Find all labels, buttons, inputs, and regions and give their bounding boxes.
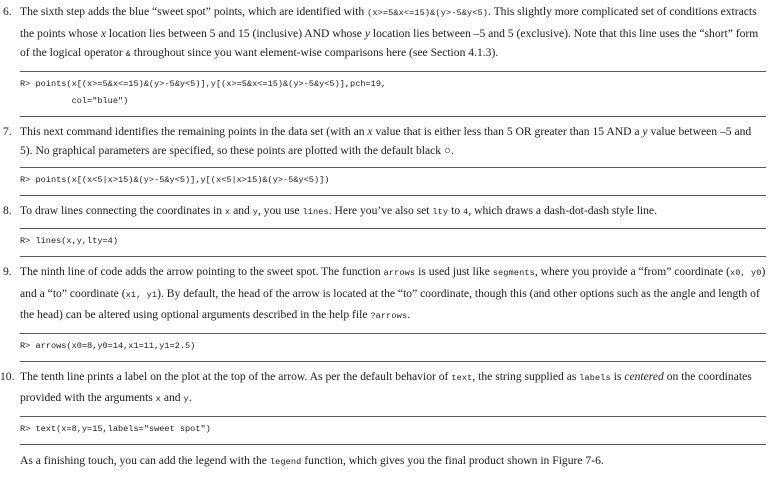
code-line: R> text(x=8,y=15,labels="sweet spot") <box>20 423 211 434</box>
step-10 <box>0 367 780 410</box>
step-7 <box>0 122 780 161</box>
code-block <box>20 416 766 445</box>
open-circle-symbol: ○ <box>443 144 451 157</box>
step-paragraph: To draw lines connecting the coordinates in x and y, you use lines. Here you’ve also set lty to 4, which draws a dash-dot-dash style line. <box>20 203 657 217</box>
code-line: R> points(x[(x>=5&x<=15)&(y>-5&y<5)],y[(x>=5&x<=15)&(y>-5&y<5)],pch=19, <box>20 78 387 89</box>
step-paragraph: The ninth line of code adds the arrow pointing to the sweet spot. The function arrows is used just like segments, where you provide a “from” coordinate (x0, y0) and a “to” coordinate (x1, y1). By default, the head of the arrow is located at the “to” coordinate, though this (and other options such as the angle and length of the head) can be altered using optional arguments described in the help file ?arrows. <box>20 265 766 321</box>
code-line: R> arrows(x0=8,y0=14,x1=11,y1=2.5) <box>20 340 196 351</box>
step-number: 7. <box>3 124 12 138</box>
code-block <box>20 71 766 117</box>
finishing-paragraph: As a finishing touch, you can add the legend with the legend function, which gives you the final product shown in Figure 7-6. <box>20 453 604 467</box>
step-paragraph: This next command identifies the remaining points in the data set (with an x value that is either less than 5 OR greater than 15 AND a y value between –5 and 5). No graphical parameters are specified, so these points are plotted with the default black ○. <box>20 124 752 157</box>
code-line: col="blue") <box>20 95 129 106</box>
step-paragraph: The tenth line prints a label on the plot at the top of the arrow. As per the default behavior of text, the string supplied as labels is centered on the coordinates provided with the arguments x and y. <box>20 369 752 404</box>
step-paragraph: The sixth step adds the blue “sweet spot” points, which are identified with (x>=5&x<=15)&(y>-5&y<5). This slightly more complicated set of conditions extracts the points whose x location lies between 5 and 15 (inclusive) AND whose y location lies between –5 and 5 (exclusive). Note that this line uses the “short” form of the logical operator & throughout since you want element-wise comparisons here (see Section 4.1.3). <box>20 5 759 59</box>
step-number: 6. <box>3 5 12 18</box>
code-line: R> lines(x,y,lty=4) <box>20 236 118 246</box>
code-block <box>20 333 766 362</box>
step-8 <box>0 201 780 223</box>
step-9 <box>0 262 780 327</box>
code-block <box>20 167 766 196</box>
code-block <box>20 228 766 257</box>
step-6 <box>0 2 780 65</box>
step-number: 10. <box>0 369 15 383</box>
step-number: 9. <box>3 265 12 278</box>
code-line: R> points(x[(x<5|x>15)&(y>-5&y<5)],y[(x<5|x>15)&(y>-5&y<5)]) <box>20 174 330 185</box>
step-number: 8. <box>3 203 12 217</box>
